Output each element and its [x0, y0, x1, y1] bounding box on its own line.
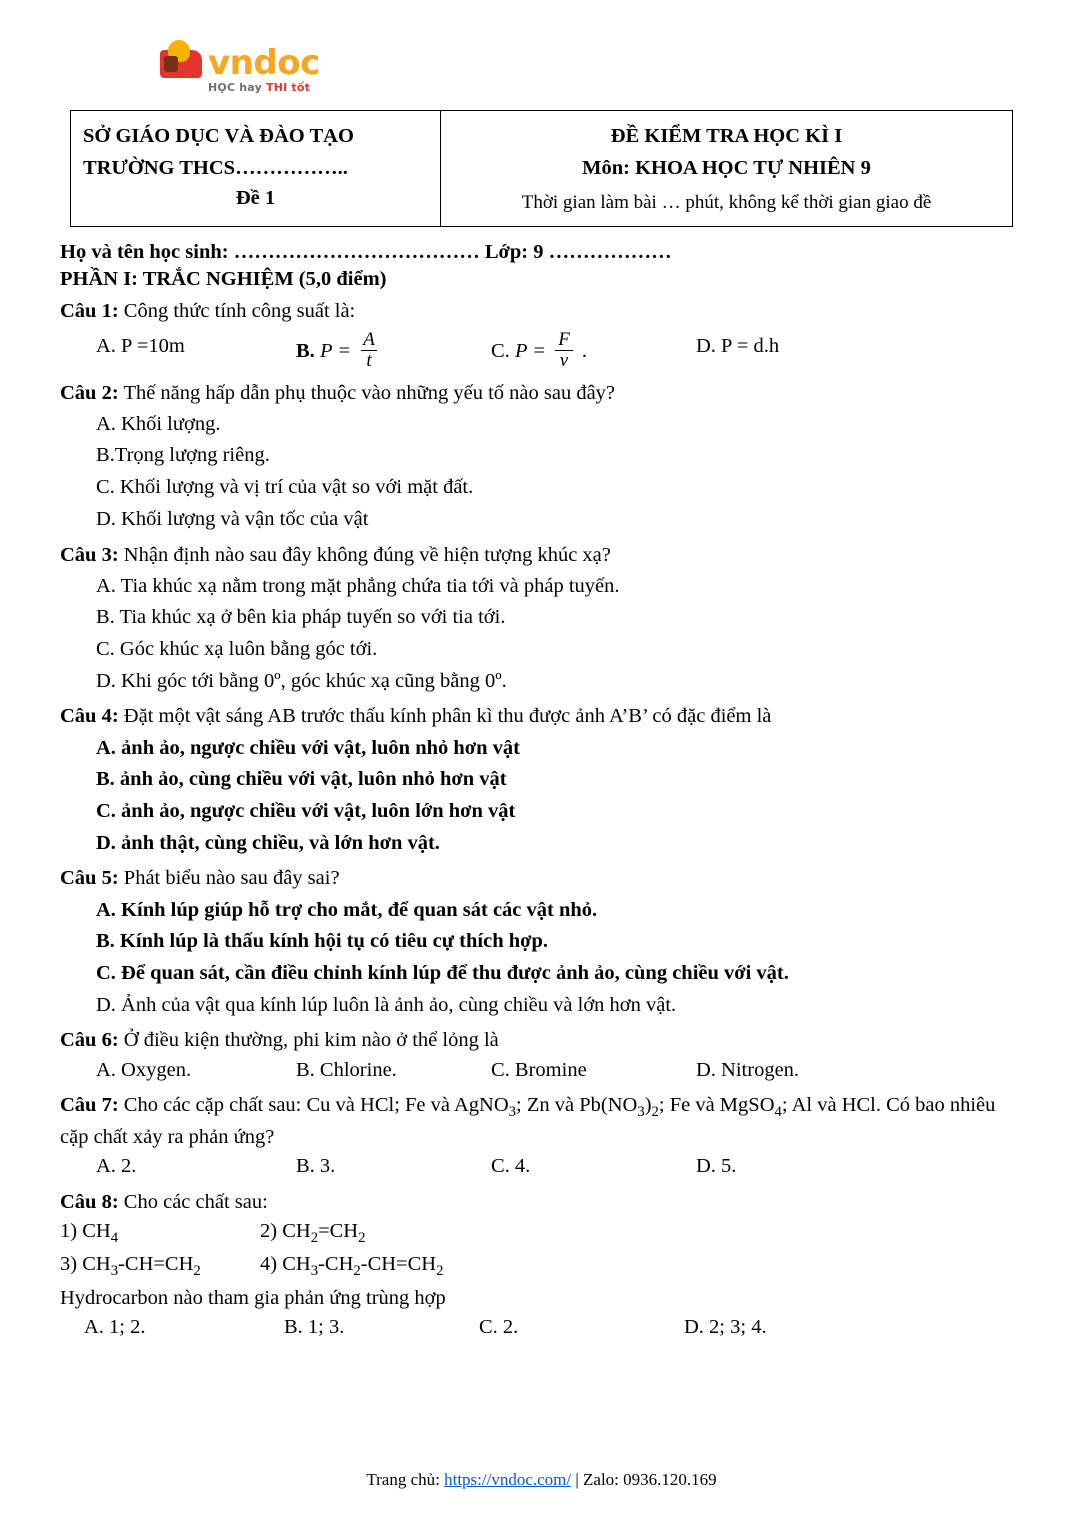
logo-tagline-part2: THI tốt	[265, 81, 311, 94]
question-1-formula-c-period: .	[581, 339, 588, 362]
header-school-cell	[71, 111, 441, 227]
question-5-option-b	[96, 927, 1023, 957]
question-8	[60, 1188, 1023, 1217]
question-3-options	[96, 572, 1023, 697]
question-8-item-4-rest2: -CH=CH	[360, 1252, 437, 1275]
question-1-options	[96, 328, 1023, 373]
exam-code: Đề 1	[235, 186, 276, 209]
question-7	[60, 1091, 1023, 1152]
question-8-item-3-rest: -CH=CH	[118, 1252, 194, 1275]
question-7-sub-1: 3	[508, 1104, 517, 1121]
question-5-option-a-text: A. Kính lúp giúp hỗ trợ cho mắt, để quan sát các vật nhỏ.	[96, 898, 598, 921]
question-8-item-4	[260, 1250, 455, 1283]
question-3-option-a: A. Tia khúc xạ nằm trong mặt phẳng chứa tia tới và pháp tuyến.	[96, 574, 620, 597]
exam-duration: Thời gian làm bài … phút, không kể thời gian giao đề	[521, 191, 932, 213]
question-1-text: Công thức tính công suất là:	[123, 299, 356, 322]
question-5	[60, 864, 1023, 893]
question-1-formula-c-fraction	[553, 330, 575, 371]
question-6-text: Ở điều kiện thường, phi kim nào ở thể lỏng là	[123, 1029, 499, 1052]
question-2-option-a: A. Khối lượng.	[96, 412, 221, 435]
question-3-option-d: D. Khi góc tới bằng 0º, góc khúc xạ cũng bằng 0º.	[96, 669, 507, 692]
question-5-option-c	[96, 959, 1023, 989]
question-7-text-2: ; Zn và Pb(NO	[516, 1094, 638, 1117]
question-5-option-c-text: C. Để quan sát, cần điều chỉnh kính lúp để thu được ảnh ảo, cùng chiều với vật.	[96, 962, 789, 985]
site-logo	[60, 40, 1023, 102]
question-8-item-4-rest: -CH	[318, 1252, 354, 1275]
question-8-item-3-sub2: 2	[193, 1262, 201, 1279]
logo-tagline	[208, 82, 310, 93]
question-8-item-2-sub: 2	[310, 1230, 319, 1247]
question-7-option-c: C. 4.	[491, 1155, 531, 1178]
question-4-text: Đặt một vật sáng AB trước thấu kính phân kì thu được ảnh A’B’ có đặc điểm là	[123, 705, 772, 728]
question-1-option-a: A. P =10m	[96, 334, 185, 357]
question-8-option-c: C. 2.	[479, 1316, 519, 1339]
question-8-item-4-sub: 3	[310, 1262, 319, 1279]
question-8-item-2-sub2: 2	[358, 1230, 366, 1247]
logo-wordmark: vndoc	[208, 43, 320, 83]
question-1-option-b	[296, 328, 491, 373]
question-8-item-3	[60, 1250, 260, 1283]
question-1-option-c	[491, 328, 696, 373]
footer-prefix: Trang chủ:	[366, 1470, 445, 1489]
department-name: SỞ GIÁO DỤC VÀ ĐÀO TẠO	[83, 125, 354, 147]
question-8-item-1	[60, 1217, 260, 1250]
question-8-item-4-sub2: 2	[353, 1262, 361, 1279]
question-4-option-c-text: C. ảnh ảo, ngược chiều với vật, luôn lớn hơn vật	[96, 800, 516, 823]
question-1	[60, 297, 1023, 326]
question-8-prompt: Hydrocarbon nào tham gia phản ứng trùng hợp	[60, 1287, 446, 1310]
question-1-formula-c-left: P =	[514, 339, 547, 362]
school-name: TRƯỜNG THCS……………..	[83, 156, 348, 179]
question-8-option-d: D. 2; 3; 4.	[684, 1316, 767, 1339]
question-7-option-b: B. 3.	[296, 1155, 336, 1178]
question-2-options	[96, 410, 1023, 535]
question-8-item-2-rest: =CH	[318, 1220, 359, 1243]
question-6-options	[96, 1056, 1023, 1086]
question-4-option-a	[96, 734, 1023, 764]
question-6-option-b: B. Chlorine.	[296, 1058, 397, 1081]
question-7-label: Câu 7:	[60, 1094, 119, 1117]
question-3-text: Nhận định nào sau đây không đúng về hiện tượng khúc xạ?	[123, 543, 611, 566]
question-4-option-d-text: D. ảnh thật, cùng chiều, và lớn hơn vật.	[96, 831, 440, 854]
question-7-sub-2: 3	[637, 1104, 645, 1121]
question-1-formula-c-numerator: F	[558, 328, 570, 350]
question-1-option-b-label: B.	[296, 339, 315, 362]
question-1-formula-c-denominator: v	[555, 350, 573, 371]
question-6-option-d: D. Nitrogen.	[696, 1058, 800, 1081]
question-7-options	[96, 1152, 1023, 1182]
question-3-label: Câu 3:	[60, 543, 119, 566]
footer-homepage-link[interactable]: https://vndoc.com/	[444, 1470, 572, 1489]
question-4-label: Câu 4:	[60, 705, 119, 728]
question-8-option-b: B. 1; 3.	[284, 1316, 345, 1339]
question-8-item-2-formula: 2) CH	[260, 1220, 311, 1243]
question-2	[60, 379, 1023, 408]
question-8-options	[84, 1313, 1023, 1343]
question-6	[60, 1026, 1023, 1055]
question-1-option-d: D. P = d.h	[696, 334, 780, 357]
question-6-option-c: C. Bromine	[491, 1058, 587, 1081]
question-1-label: Câu 1:	[60, 299, 119, 322]
part-title: PHẦN I: TRẮC NGHIỆM (5,0 điểm)	[60, 267, 387, 290]
exam-header-table	[70, 110, 1013, 227]
question-8-item-4-formula: 4) CH	[260, 1252, 311, 1275]
question-8-text: Cho các chất sau:	[123, 1191, 268, 1214]
question-4-option-b-text: B. ảnh ảo, cùng chiều với vật, luôn nhỏ hơn vật	[96, 768, 507, 791]
question-7-option-d: D. 5.	[696, 1155, 737, 1178]
vndoc-logo-icon	[160, 40, 204, 80]
exam-subject: Môn: KHOA HỌC TỰ NHIÊN 9	[582, 156, 871, 179]
question-4-option-d	[96, 829, 1023, 859]
question-2-label: Câu 2:	[60, 381, 119, 404]
question-5-option-a	[96, 896, 1023, 926]
question-1-formula-b-fraction	[358, 330, 380, 371]
question-7-sub-3: 2	[651, 1104, 659, 1121]
question-7-text-4: ; Fe và MgSO	[658, 1094, 775, 1117]
question-1-formula-b-left: P =	[319, 339, 352, 362]
question-8-item-3-formula: 3) CH	[60, 1252, 111, 1275]
question-7-text-5: ; Al và HCl. Có bao nhiêu cặp chất xảy ra phản ứng?	[60, 1094, 996, 1149]
question-1-formula-b-numerator: A	[363, 328, 375, 350]
question-2-option-b: B.Trọng lượng riêng.	[96, 444, 270, 467]
question-5-options	[96, 896, 1023, 1021]
question-3-option-b: B. Tia khúc xạ ở bên kia pháp tuyến so với tia tới.	[96, 606, 506, 629]
question-4-option-b	[96, 765, 1023, 795]
question-4-option-c	[96, 797, 1023, 827]
question-8-item-1-sub: 4	[110, 1230, 119, 1247]
question-8-item-2	[260, 1217, 455, 1250]
logo-tagline-part1: HỌC hay	[208, 81, 266, 94]
page-footer	[0, 1470, 1083, 1490]
question-7-option-a: A. 2.	[96, 1155, 137, 1178]
question-4	[60, 702, 1023, 731]
footer-suffix: | Zalo: 0936.120.169	[571, 1470, 717, 1489]
question-7-text-3: )	[644, 1094, 652, 1117]
question-1-option-c-label: C.	[491, 339, 510, 362]
question-8-option-a: A. 1; 2.	[84, 1316, 146, 1339]
question-5-text: Phát biểu nào sau đây sai?	[123, 867, 340, 890]
question-7-text-1: Cho các cặp chất sau: Cu và HCl; Fe và AgNO	[123, 1094, 509, 1117]
question-8-item-1-formula: 1) CH	[60, 1220, 111, 1243]
question-7-sub-4: 4	[774, 1104, 782, 1121]
student-name-line: Họ và tên học sinh: ……………………………… Lớp: 9 ………………	[60, 240, 672, 263]
question-8-items-row-2	[60, 1250, 1023, 1283]
question-2-option-c: C. Khối lượng và vị trí của vật so với mặt đất.	[96, 476, 474, 499]
question-3-option-c: C. Góc khúc xạ luôn bằng góc tới.	[96, 638, 378, 661]
exam-title: ĐỀ KIỂM TRA HỌC KÌ I	[610, 125, 843, 147]
question-3	[60, 541, 1023, 570]
header-exam-cell	[441, 111, 1013, 227]
question-2-text: Thế năng hấp dẫn phụ thuộc vào những yếu tố nào sau đây?	[123, 381, 616, 404]
question-6-label: Câu 6:	[60, 1029, 119, 1052]
question-2-option-d: D. Khối lượng và vận tốc của vật	[96, 507, 369, 530]
question-5-option-d: D. Ảnh của vật qua kính lúp luôn là ảnh ảo, cùng chiều và lớn hơn vật.	[96, 993, 677, 1016]
question-4-option-a-text: A. ảnh ảo, ngược chiều với vật, luôn nhỏ hơn vật	[96, 736, 520, 759]
question-5-option-b-text: B. Kính lúp là thấu kính hội tụ có tiêu cự thích hợp.	[96, 930, 549, 953]
question-8-label: Câu 8:	[60, 1191, 119, 1214]
question-6-option-a: A. Oxygen.	[96, 1058, 192, 1081]
question-8-items-row-1	[60, 1217, 1023, 1250]
question-8-item-3-sub: 3	[110, 1262, 119, 1279]
question-1-formula-b-denominator: t	[361, 350, 376, 371]
question-4-options	[96, 734, 1023, 859]
question-5-label: Câu 5:	[60, 867, 119, 890]
question-8-item-4-sub3: 2	[436, 1262, 444, 1279]
